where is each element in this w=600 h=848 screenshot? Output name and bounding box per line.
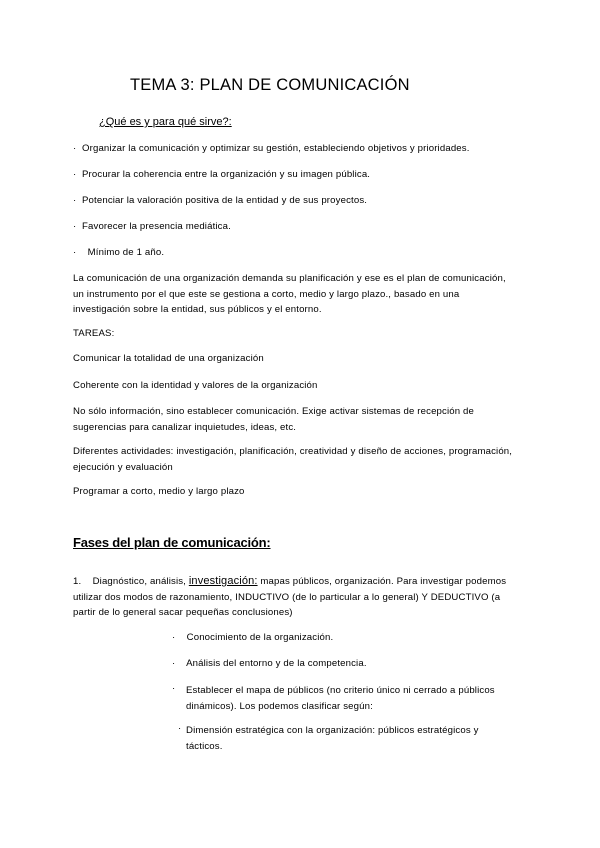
- fase-number: 1.: [73, 576, 82, 587]
- fase-1-item: [172, 658, 367, 669]
- fases-heading: Fases del plan de comunicación:: [73, 535, 271, 550]
- tarea-item: Comunicar la totalidad de una organización: [73, 353, 264, 364]
- bullet-marker: ·: [172, 683, 176, 694]
- bullet-text: Organizar la comunicación y optimizar su gestión, estableciendo objetivos y prioridades.: [82, 143, 470, 154]
- bullet-marker: ·: [73, 247, 77, 258]
- bullet-text: Procurar la coherencia entre la organización y su imagen pública.: [82, 169, 371, 180]
- fase-underlined-term: investigación:: [188, 575, 258, 587]
- fase-lead: Diagnóstico, análisis,: [92, 576, 186, 587]
- fase-rest: mapas públicos, organización. Para investigar podemos utilizar dos modos de razonamiento, INDUCTIVO (de lo particular a lo general) Y DEDUCTIVO (a partir de lo general sacar pequeñas conclusiones): [73, 576, 507, 618]
- fase-1-paragraph: [73, 574, 508, 621]
- bullet-item: [73, 169, 370, 180]
- tarea-item: Programar a corto, medio y largo plazo: [73, 486, 245, 497]
- tareas-heading: TAREAS:: [73, 328, 115, 339]
- fase-1-item: [172, 683, 512, 714]
- intro-paragraph: La comunicación de una organización demanda su planificación y ese es el plan de comunicación, un instrumento por el que este se gestiona a corto, medio y largo plazo., basado en una investigación sobre la entidad, sus públicos y el entorno.: [73, 273, 506, 315]
- bullet-text: Potenciar la valoración positiva de la entidad y de sus proyectos.: [82, 195, 368, 206]
- tarea-item: Coherente con la identidad y valores de la organización: [73, 380, 318, 391]
- section-subtitle: ¿Qué es y para qué sirve?:: [99, 116, 232, 128]
- bullet-marker: ·: [172, 658, 176, 669]
- bullet-item: [73, 195, 367, 206]
- fase-1-subitem: [178, 723, 508, 754]
- bullet-marker: ·: [73, 169, 77, 180]
- tarea-item: No sólo información, sino establecer comunicación. Exige activar sistemas de recepción de sugerencias para canalizar inquietudes, ideas, etc.: [73, 406, 475, 433]
- bullet-text: Establecer el mapa de públicos (no criterio único ni cerrado a públicos dinámicos). Los podemos clasificar según:: [186, 685, 495, 712]
- bullet-marker: ·: [178, 723, 182, 734]
- bullet-marker: ·: [73, 143, 77, 154]
- tarea-item: Diferentes actividades: investigación, planificación, creatividad y diseño de acciones, programación, ejecución y evaluación: [73, 446, 513, 473]
- bullet-text: Dimensión estratégica con la organización: públicos estratégicos y tácticos.: [186, 725, 479, 752]
- bullet-text: Análisis del entorno y de la competencia.: [186, 658, 367, 669]
- bullet-item: [73, 247, 164, 258]
- bullet-marker: ·: [73, 221, 77, 232]
- bullet-marker: ·: [172, 632, 176, 643]
- page-title: TEMA 3: PLAN DE COMUNICACIÓN: [130, 76, 410, 94]
- bullet-marker: ·: [73, 195, 77, 206]
- bullet-text: Conocimiento de la organización.: [186, 632, 334, 643]
- bullet-text: Favorecer la presencia mediática.: [82, 221, 231, 232]
- fase-1-item: [172, 632, 333, 643]
- bullet-item: [73, 143, 470, 154]
- bullet-text: Mínimo de 1 año.: [87, 247, 165, 258]
- bullet-item: [73, 221, 231, 232]
